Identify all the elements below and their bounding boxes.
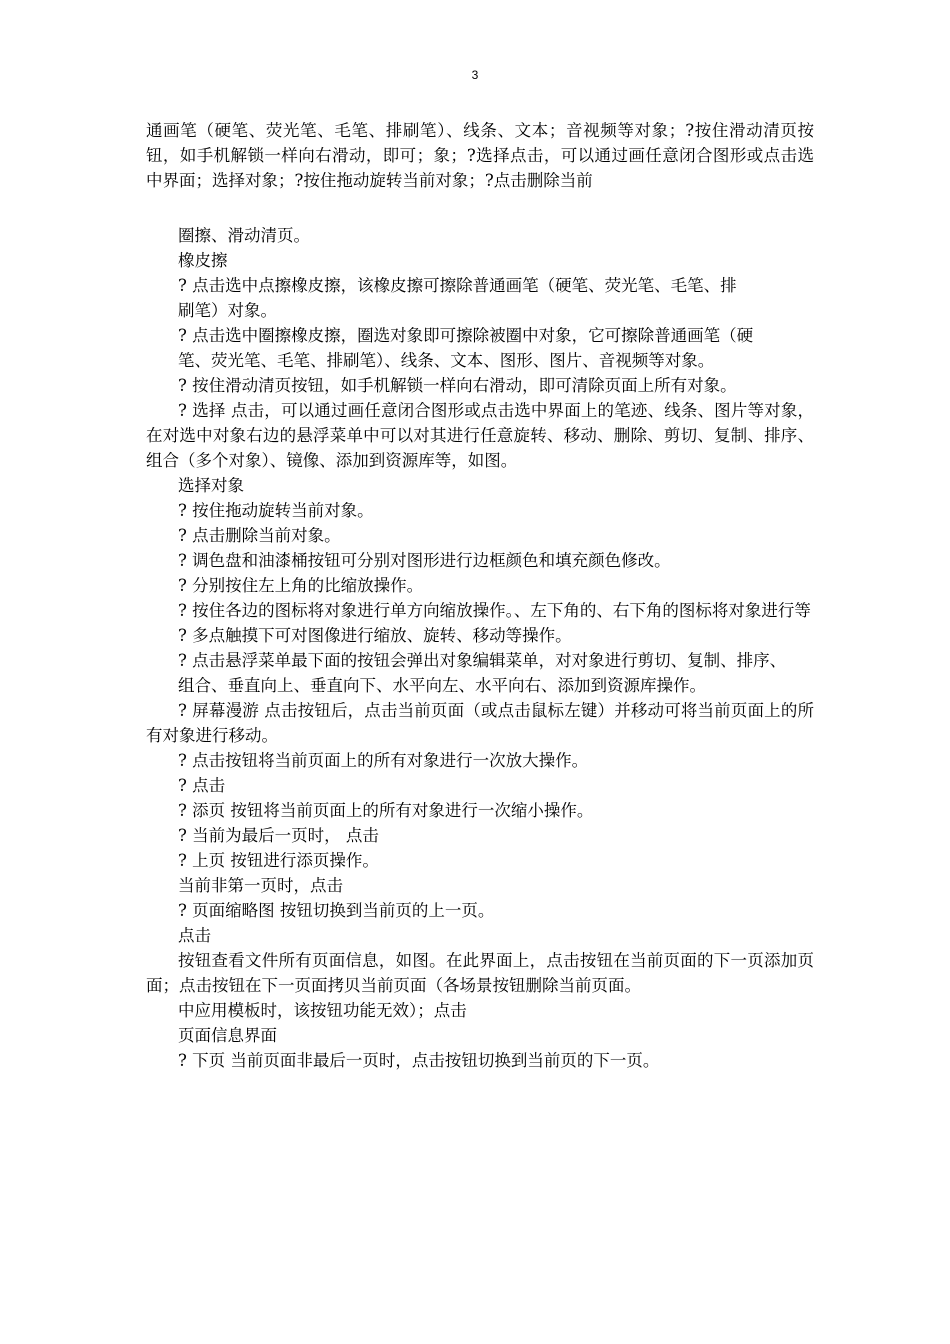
paragraph: ? 屏幕漫游 点击按钮后，点击当前页面（或点击鼠标左键）并移动可将当前页面上的所有对象进行移动。	[146, 701, 814, 745]
paragraph: ? 当前为最后一页时， 点击	[178, 826, 379, 845]
paragraph: ? 选择 点击，可以通过画任意闭合图形或点击选中界面上的笔迹、线条、图片等对象，在对选中对象右边的悬浮菜单中可以对其进行任意旋转、移动、删除、剪切、复制、排序、组合（多个对象）、镜像、添加到资源库等，如图。	[146, 401, 814, 470]
paragraph: ? 点击按钮将当前页面上的所有对象进行一次放大操作。	[178, 751, 589, 770]
paragraph: 橡皮擦	[178, 251, 228, 270]
paragraph: ? 分别按住左上角的比缩放操作。	[178, 576, 424, 595]
paragraph: 圈擦、滑动清页。	[178, 226, 310, 245]
paragraph: ? 点击选中点擦橡皮擦，该橡皮擦可擦除普通画笔（硬笔、荧光笔、毛笔、排刷笔）对象。	[178, 276, 737, 320]
paragraph: 按钮查看文件所有页面信息，如图。在此界面上，点击按钮在当前页面的下一页添加页面；点击按钮在下一页面拷贝当前页面（各场景按钮删除当前页面。	[146, 951, 814, 995]
paragraph: ? 下页 当前页面非最后一页时，点击按钮切换到当前页的下一页。	[178, 1051, 660, 1070]
paragraph: ? 点击选中圈擦橡皮擦，圈选对象即可擦除被圈中对象，它可擦除普通画笔（硬笔、荧光笔、毛笔、排刷笔）、线条、文本、图形、图片、音视频等对象。	[178, 326, 754, 370]
paragraph: ? 页面缩略图 按钮切换到当前页的上一页。	[178, 901, 495, 920]
paragraph: ? 添页 按钮将当前页面上的所有对象进行一次缩小操作。	[178, 801, 594, 820]
paragraph: ? 按住滑动清页按钮，如手机解锁一样向右滑动，即可清除页面上所有对象。	[178, 376, 737, 395]
paragraph: 点击	[178, 926, 211, 945]
document-body	[146, 118, 814, 1073]
paragraph: 通画笔（硬笔、荧光笔、毛笔、排刷笔）、线条、文本；音视频等对象；?按住滑动清页按钮，如手机解锁一样向右滑动，即可；象；?选择点击，可以通过画任意闭合图形或点击选中界面；选择对象；?按住拖动旋转当前对象；?点击删除当前	[146, 121, 814, 190]
paragraph: 选择对象	[178, 476, 244, 495]
paragraph: ? 按住各边的图标将对象进行单方向缩放操作。、左下角的、右下角的图标将对象进行等	[178, 601, 811, 620]
paragraph: ? 点击悬浮菜单最下面的按钮会弹出对象编辑菜单，对对象进行剪切、复制、排序、组合、垂直向上、垂直向下、水平向左、水平向右、添加到资源库操作。	[178, 651, 787, 695]
paragraph: ? 上页 按钮进行添页操作。	[178, 851, 379, 870]
paragraph: ? 点击	[178, 776, 226, 795]
paragraph: 中应用模板时，该按钮功能无效）；点击	[178, 1001, 467, 1020]
paragraph: 页面信息界面	[178, 1026, 277, 1045]
paragraph: ? 多点触摸下可对图像进行缩放、旋转、移动等操作。	[178, 626, 572, 645]
paragraph: ? 点击删除当前对象。	[178, 526, 341, 545]
paragraph: ? 调色盘和油漆桶按钮可分别对图形进行边框颜色和填充颜色修改。	[178, 551, 671, 570]
paragraph: 当前非第一页时，点击	[178, 876, 343, 895]
paragraph: ? 按住拖动旋转当前对象。	[178, 501, 374, 520]
page-number: 3	[471, 68, 479, 82]
